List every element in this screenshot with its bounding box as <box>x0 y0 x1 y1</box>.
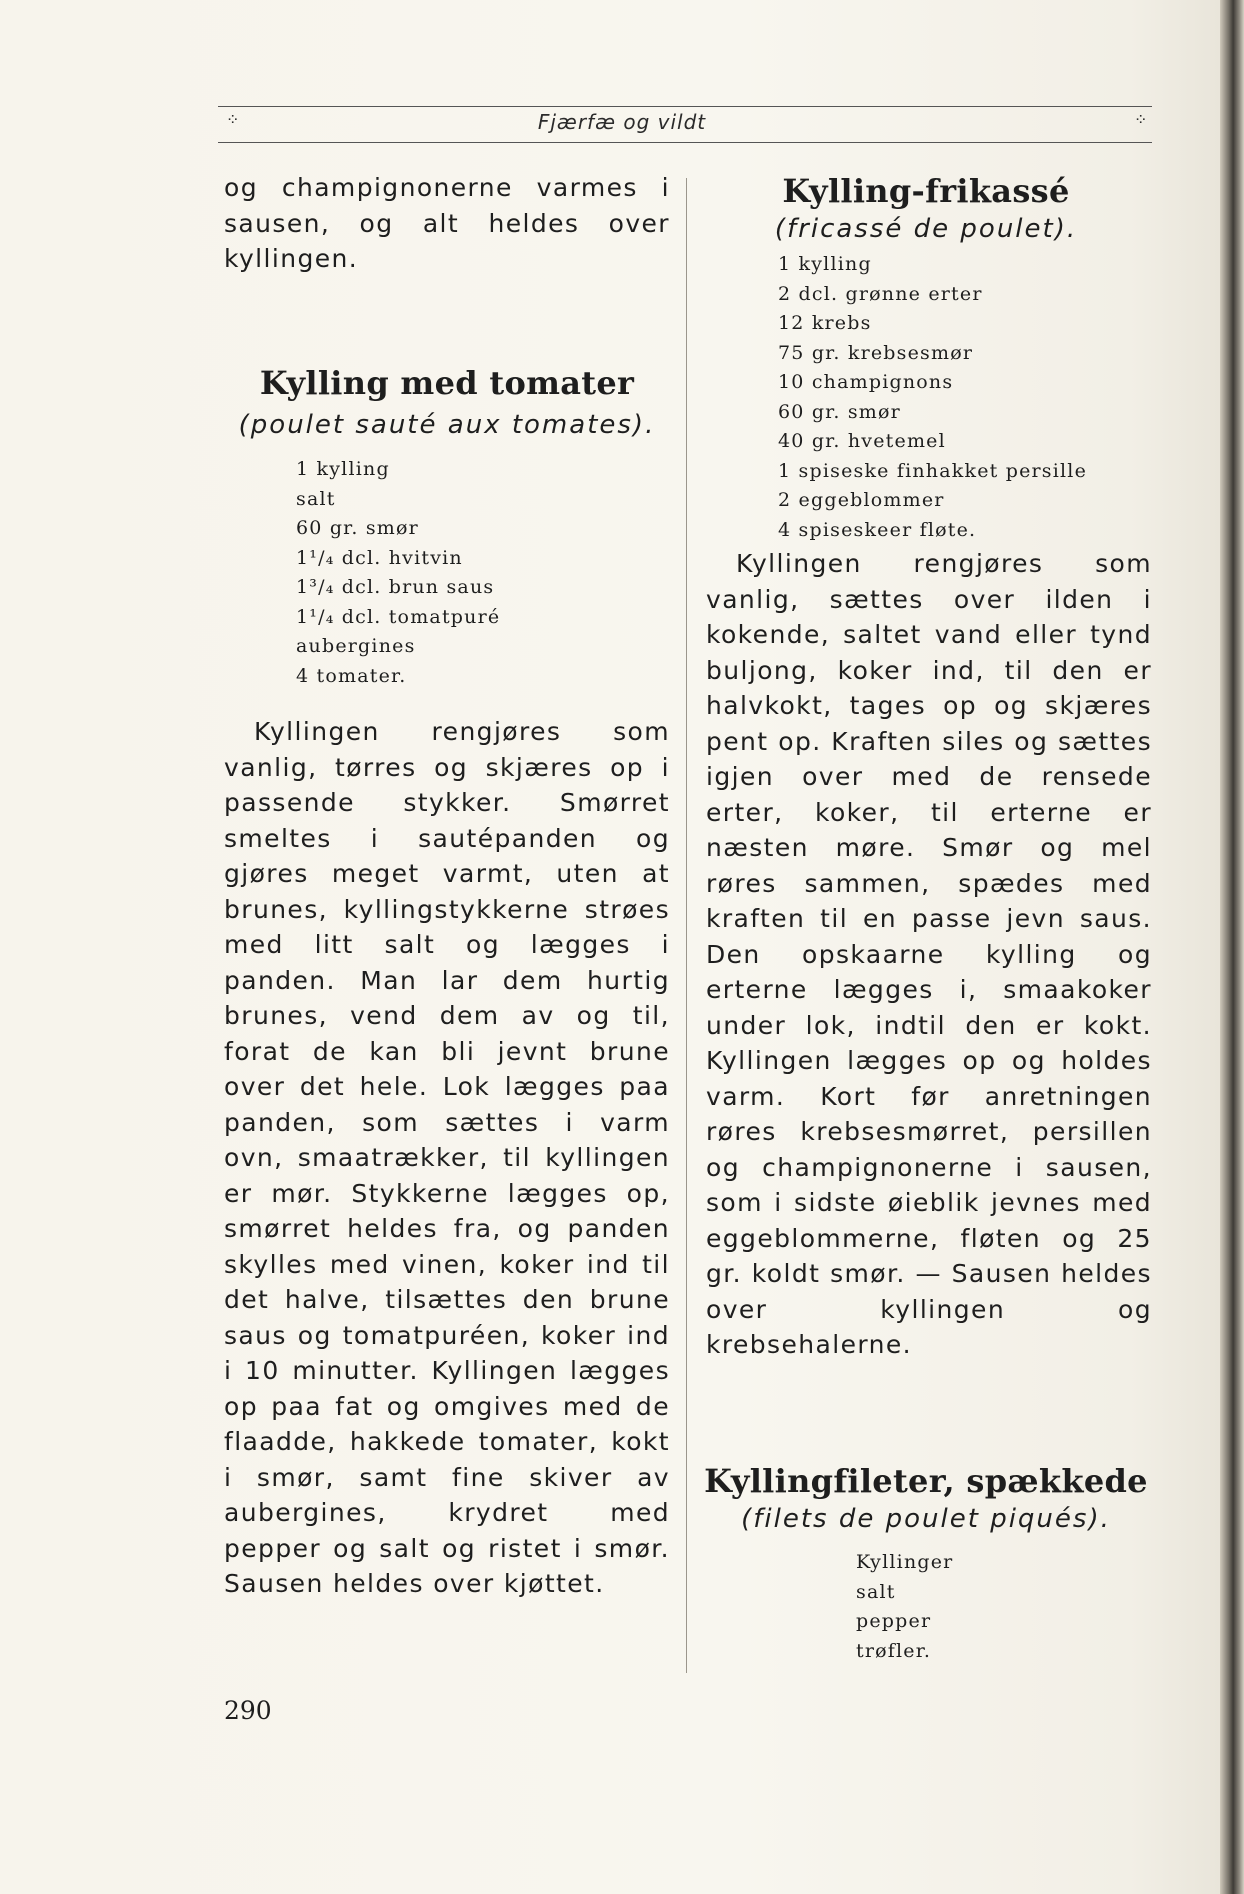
ingredient-item: 4 spiseskeer fløte. <box>778 518 977 541</box>
running-header: Fjærfæ og vildt <box>537 110 707 134</box>
recipe-kylling-med-tomater <box>218 364 676 691</box>
ingredient-item: 1¹/₄ dcl. hvitvin <box>296 546 463 569</box>
ingredient-list <box>856 1548 1152 1666</box>
recipe-subtitle: (fricassé de poulet). <box>774 214 1078 244</box>
ingredient-item: trøfler. <box>856 1639 932 1662</box>
ingredient-list <box>296 455 676 691</box>
ingredient-item: 60 gr. smør <box>778 400 901 423</box>
ingredient-item: 75 gr. krebsesmør <box>778 341 974 364</box>
ingredient-item: 1³/₄ dcl. brun saus <box>296 576 495 598</box>
column-divider <box>686 178 687 1673</box>
header-rule-top <box>218 106 1152 107</box>
ingredient-item: pepper <box>856 1610 932 1632</box>
continuation-paragraph: og champignonerne varmes i sausen, og alt heldes over kyllingen. <box>224 173 670 273</box>
ingredient-item: 12 krebs <box>778 312 872 334</box>
ingredient-item: 1¹/₄ dcl. tomatpuré <box>296 605 501 628</box>
recipe-kyllingfileter <box>700 1462 1152 1666</box>
recipe-title: Kylling med tomater <box>259 364 635 402</box>
header-rule-bottom <box>218 142 1152 143</box>
ingredient-item: salt <box>856 1580 896 1603</box>
recipe-subtitle: (poulet sauté aux tomates). <box>238 410 656 440</box>
ingredient-item: Kyllinger <box>856 1551 954 1573</box>
recipe-method: Kyllingen rengjøres som vanlig, sættes over ilden i kokende, saltet vand eller tynd buljong, koker ind, til den er halvkokt, tages op og skjæres pent op. Kraften siles og sættes igjen over med de rensede erter, koker, til erterne er næsten møre. Smør og mel røres sammen, spædes med kraften til en passe jevn saus. Den opskaarne kylling og erterne lægges i, smaakoker under lok, indtil den er kokt. Kyllingen lægges op og holdes varm. Kort før anretningen røres krebsesmørret, persillen og champignonerne i sausen, som i sidste øieblik jevnes med eggeblommerne, fløten og 25 gr. koldt smør. — Sausen heldes over kyllingen og krebsehalerne. <box>706 549 1152 1359</box>
ingredient-item: 1 kylling <box>778 253 872 275</box>
ingredient-item: 1 spiseske finhakket persille <box>778 459 1088 482</box>
ingredient-item: 2 dcl. grønne erter <box>778 282 983 305</box>
ingredient-list <box>778 250 1152 545</box>
recipe-title: Kyllingfileter, spækkede <box>704 1462 1148 1500</box>
ingredient-item: 4 tomater. <box>296 664 407 687</box>
ingredient-item: 40 gr. hvetemel <box>778 430 946 452</box>
book-gutter <box>1220 0 1244 1894</box>
ingredient-item: 1 kylling <box>296 458 390 480</box>
header-ornament-left: ⁘ <box>226 110 240 129</box>
ingredient-item: 60 gr. smør <box>296 517 419 539</box>
ingredient-item: 2 eggeblommer <box>778 489 945 511</box>
ingredient-item: 10 champignons <box>778 371 954 393</box>
ingredient-item: salt <box>296 487 336 510</box>
recipe-title: Kylling-frikassé <box>782 172 1070 210</box>
header-ornament-right: ⁘ <box>1134 110 1148 129</box>
recipe-subtitle: (filets de poulet piqués). <box>741 1504 1111 1534</box>
recipe-method: Kyllingen rengjøres som vanlig, tørres og skjæres op i passende stykker. Smørret smeltes i sautépanden og gjøres meget varmt, uten at brunes, kyllingstykkerne strøes med litt salt og lægges i panden. Man lar dem hurtig brunes, vend dem av og til, forat de kan bli jevnt brune over det hele. Lok lægges paa panden, som sættes i varm ovn, smaatrækker, til kyllingen er mør. Stykkerne lægges op, smørret heldes fra, og panden skylles med vinen, koker ind til det halve, tilsættes den brune saus og tomatpuréen, koker ind i 10 minutter. Kyllingen lægges op paa fat og omgives med de flaadde, hakkede tomater, kokt i smør, samt fine skiver av aubergines, krydret med pepper og salt og ristet i smør. Sausen heldes over kjøttet. <box>224 717 670 1598</box>
ingredient-item: aubergines <box>296 635 416 657</box>
recipe-kylling-frikasse <box>700 172 1152 545</box>
page-number: 290 <box>224 1696 272 1725</box>
